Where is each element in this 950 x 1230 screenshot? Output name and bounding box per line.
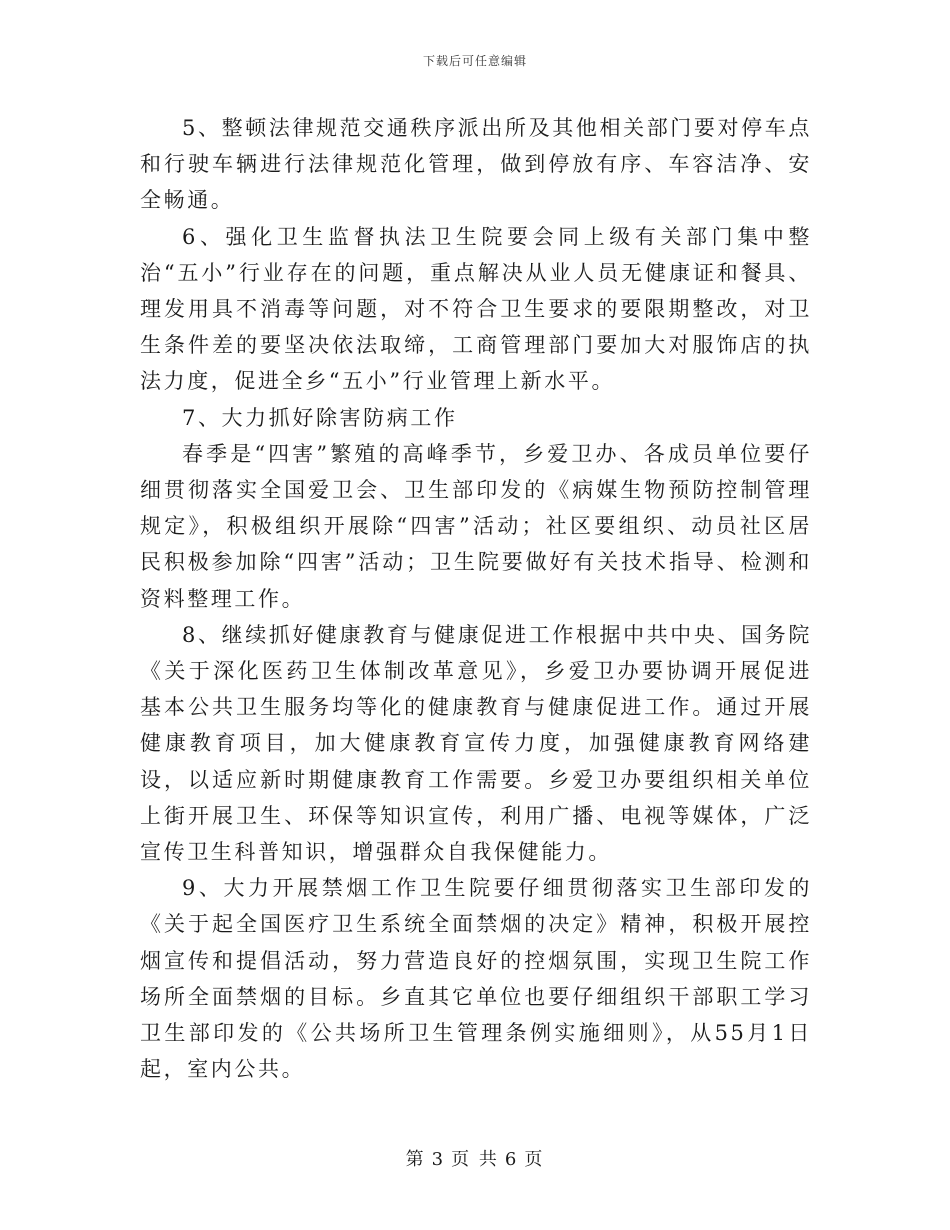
paragraph-item-7-body: 春季是“四害”繁殖的高峰季节，乡爱卫办、各成员单位要仔细贯彻落实全国爱卫会、卫生部印发的《病媒生物预防控制管理规定》，积极组织开展除“四害”活动；社区要组织、动员社区居民积极参加除“四害”活动；卫生院要做好有关技术指导、检测和资料整理工作。 [140, 441, 812, 611]
footer-suffix: 页 [524, 1149, 545, 1170]
page-number-footer [0, 1145, 950, 1171]
footer-total-pages: 6 [504, 1149, 519, 1170]
paragraph-item-7-heading: 7、大力抓好除害防病工作 [182, 405, 458, 430]
page-header-note: 下载后可任意编辑 [422, 54, 527, 68]
paragraph-item-6: 6、强化卫生监督执法卫生院要会同上级有关部门集中整治“五小”行业存在的问题，重点解决从业人员无健康证和餐具、理发用具不消毒等问题，对不符合卫生要求的要限期整改，对卫生条件差的要坚决依法取缔，工商管理部门要加大对服饰店的执法力度，促进全乡“五小”行业管理上新水平。 [140, 224, 812, 394]
document-body [140, 110, 812, 1087]
paragraph-item-8: 8、继续抓好健康教育与健康促进工作根据中共中央、国务院《关于深化医药卫生体制改革意见》，乡爱卫办要协调开展促进基本公共卫生服务均等化的健康教育与健康促进工作。通过开展健康教育项目，加大健康教育宣传力度，加强健康教育网络建设，以适应新时期健康教育工作需要。乡爱卫办要组织相关单位上街开展卫生、环保等知识宣传，利用广播、电视等媒体，广泛宣传卫生科普知识，增强群众自我保健能力。 [140, 622, 812, 865]
footer-current-page: 3 [431, 1149, 446, 1170]
footer-prefix: 第 [405, 1149, 426, 1170]
footer-middle: 页 共 [451, 1149, 499, 1170]
paragraph-item-5: 5、整顿法律规范交通秩序派出所及其他相关部门要对停车点和行驶车辆进行法律规范化管理，做到停放有序、车容洁净、安全畅通。 [140, 116, 812, 213]
paragraph-item-9: 9、大力开展禁烟工作卫生院要仔细贯彻落实卫生部印发的《关于起全国医疗卫生系统全面禁烟的决定》精神，积极开展控烟宣传和提倡活动，努力营造良好的控烟氛围，实现卫生院工作场所全面禁烟的目标。乡直其它单位也要仔细组织干部职工学习卫生部印发的《公共场所卫生管理条例实施细则》，从55月1日起，室内公共。 [140, 876, 812, 1082]
